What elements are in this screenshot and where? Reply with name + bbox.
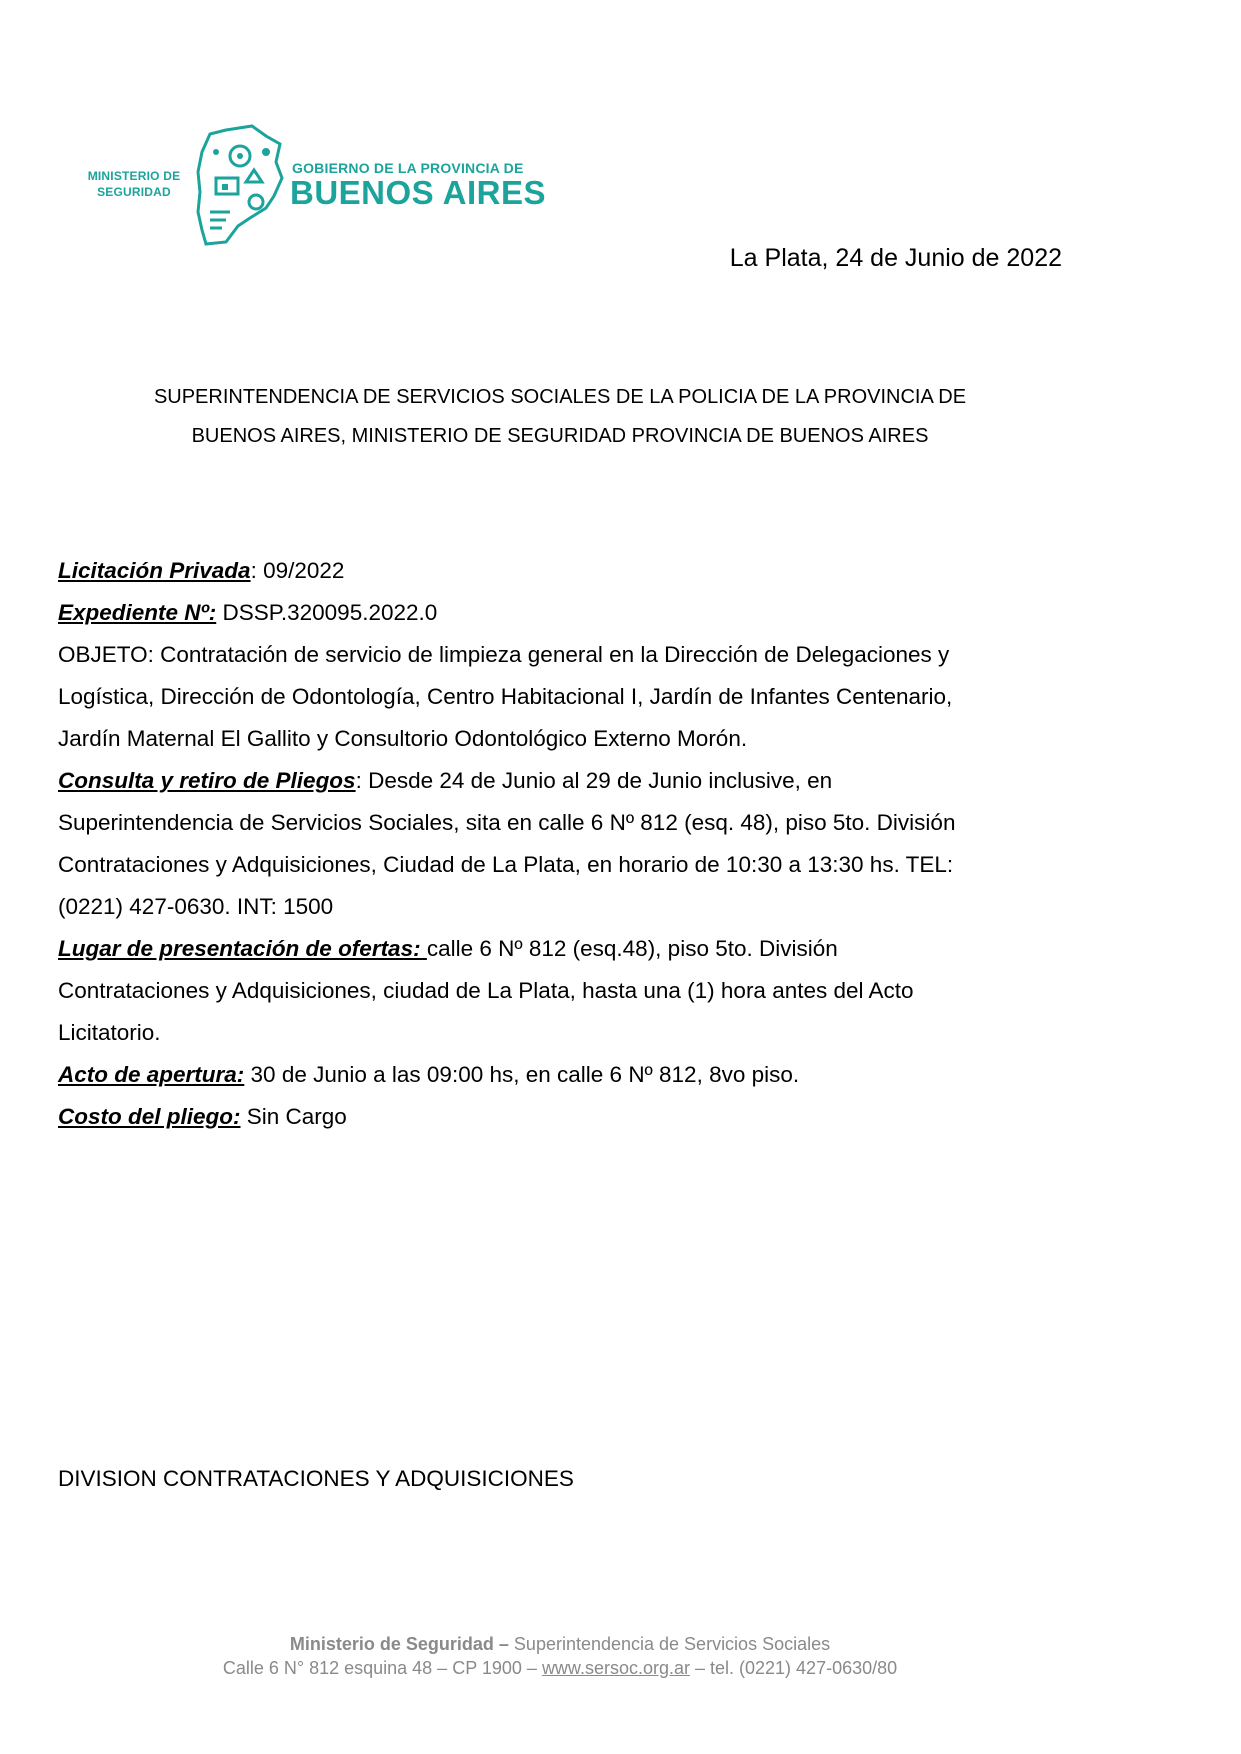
objeto-line-3: Jardín Maternal El Gallito y Consultorio Odontológico Externo Morón. <box>58 726 748 751</box>
page-footer <box>0 1632 1120 1680</box>
province-emblem-icon <box>196 122 284 246</box>
lugar-line-2: Contrataciones y Adquisiciones, ciudad de La Plata, hasta una (1) hora antes del Acto <box>58 978 914 1003</box>
document-date: La Plata, 24 de Junio de 2022 <box>729 244 1062 272</box>
lugar-line-3: Licitatorio. <box>58 1020 161 1045</box>
consulta-line-1 <box>58 760 1068 802</box>
footer-agency: Superintendencia de Servicios Sociales <box>513 1634 831 1654</box>
lugar-line-1 <box>58 928 1068 970</box>
acto-line <box>58 1054 1068 1096</box>
consulta-line-2: Superintendencia de Servicios Sociales, sita en calle 6 Nº 812 (esq. 48), piso 5to. División <box>58 810 956 835</box>
issuer-heading <box>60 378 1060 456</box>
consulta-label: Consulta y retiro de Pliegos <box>58 768 356 793</box>
costo-line <box>58 1096 1068 1138</box>
costo-label: Costo del pliego: <box>58 1104 241 1129</box>
lugar-label: Lugar de presentación de ofertas: <box>58 936 427 961</box>
acto-value: 30 de Junio a las 09:00 hs, en calle 6 Nº 812, 8vo piso. <box>244 1062 800 1087</box>
licitacion-label: Licitación Privada <box>58 558 251 583</box>
footer-ministry: Ministerio de Seguridad – <box>289 1634 514 1654</box>
footer-line-2 <box>0 1656 1120 1680</box>
footer-address: Calle 6 N° 812 esquina 48 – CP 1900 – <box>222 1658 542 1678</box>
consulta-line-3: Contrataciones y Adquisiciones, Ciudad de La Plata, en horario de 10:30 a 13:30 hs. TEL: <box>58 852 954 877</box>
expediente-line <box>58 592 1068 634</box>
licitacion-value: : 09/2022 <box>250 558 345 583</box>
heading-line-2: BUENOS AIRES, MINISTERIO DE SEGURIDAD PROVINCIA DE BUENOS AIRES <box>191 425 929 447</box>
objeto-line-2: Logística, Dirección de Odontología, Centro Habitacional I, Jardín de Infantes Centenario, <box>58 684 953 709</box>
footer-phone: – tel. (0221) 427-0630/80 <box>689 1658 898 1678</box>
acto-label: Acto de apertura: <box>58 1062 245 1087</box>
letterhead-logo <box>84 122 544 252</box>
province-name: BUENOS AIRES <box>290 174 546 211</box>
tender-details <box>58 550 1068 1138</box>
licitacion-line <box>58 550 1068 592</box>
costo-value: Sin Cargo <box>240 1104 347 1129</box>
consulta-line-4: (0221) 427-0630. INT: 1500 <box>58 894 334 919</box>
ministry-line-1: MINISTERIO DE <box>87 169 181 183</box>
division-signature: DIVISION CONTRATACIONES Y ADQUISICIONES <box>58 1466 574 1491</box>
ministry-name <box>84 168 184 200</box>
objeto-line-1: OBJETO: Contratación de servicio de limpieza general en la Dirección de Delegaciones y <box>58 642 950 667</box>
government-line: GOBIERNO DE LA PROVINCIA DE <box>292 160 524 176</box>
expediente-value: DSSP.320095.2022.0 <box>216 600 438 625</box>
lugar-value: calle 6 Nº 812 (esq.48), piso 5to. División <box>426 936 838 961</box>
footer-line-1 <box>0 1632 1120 1656</box>
consulta-value: : Desde 24 de Junio al 29 de Junio inclusive, en <box>355 768 833 793</box>
heading-line-1: SUPERINTENDENCIA DE SERVICIOS SOCIALES DE LA POLICIA DE LA PROVINCIA DE <box>153 386 967 408</box>
expediente-label: Expediente Nº: <box>58 600 217 625</box>
ministry-line-2: SEGURIDAD <box>97 185 171 199</box>
footer-website-link[interactable]: www.sersoc.org.ar <box>541 1658 690 1678</box>
